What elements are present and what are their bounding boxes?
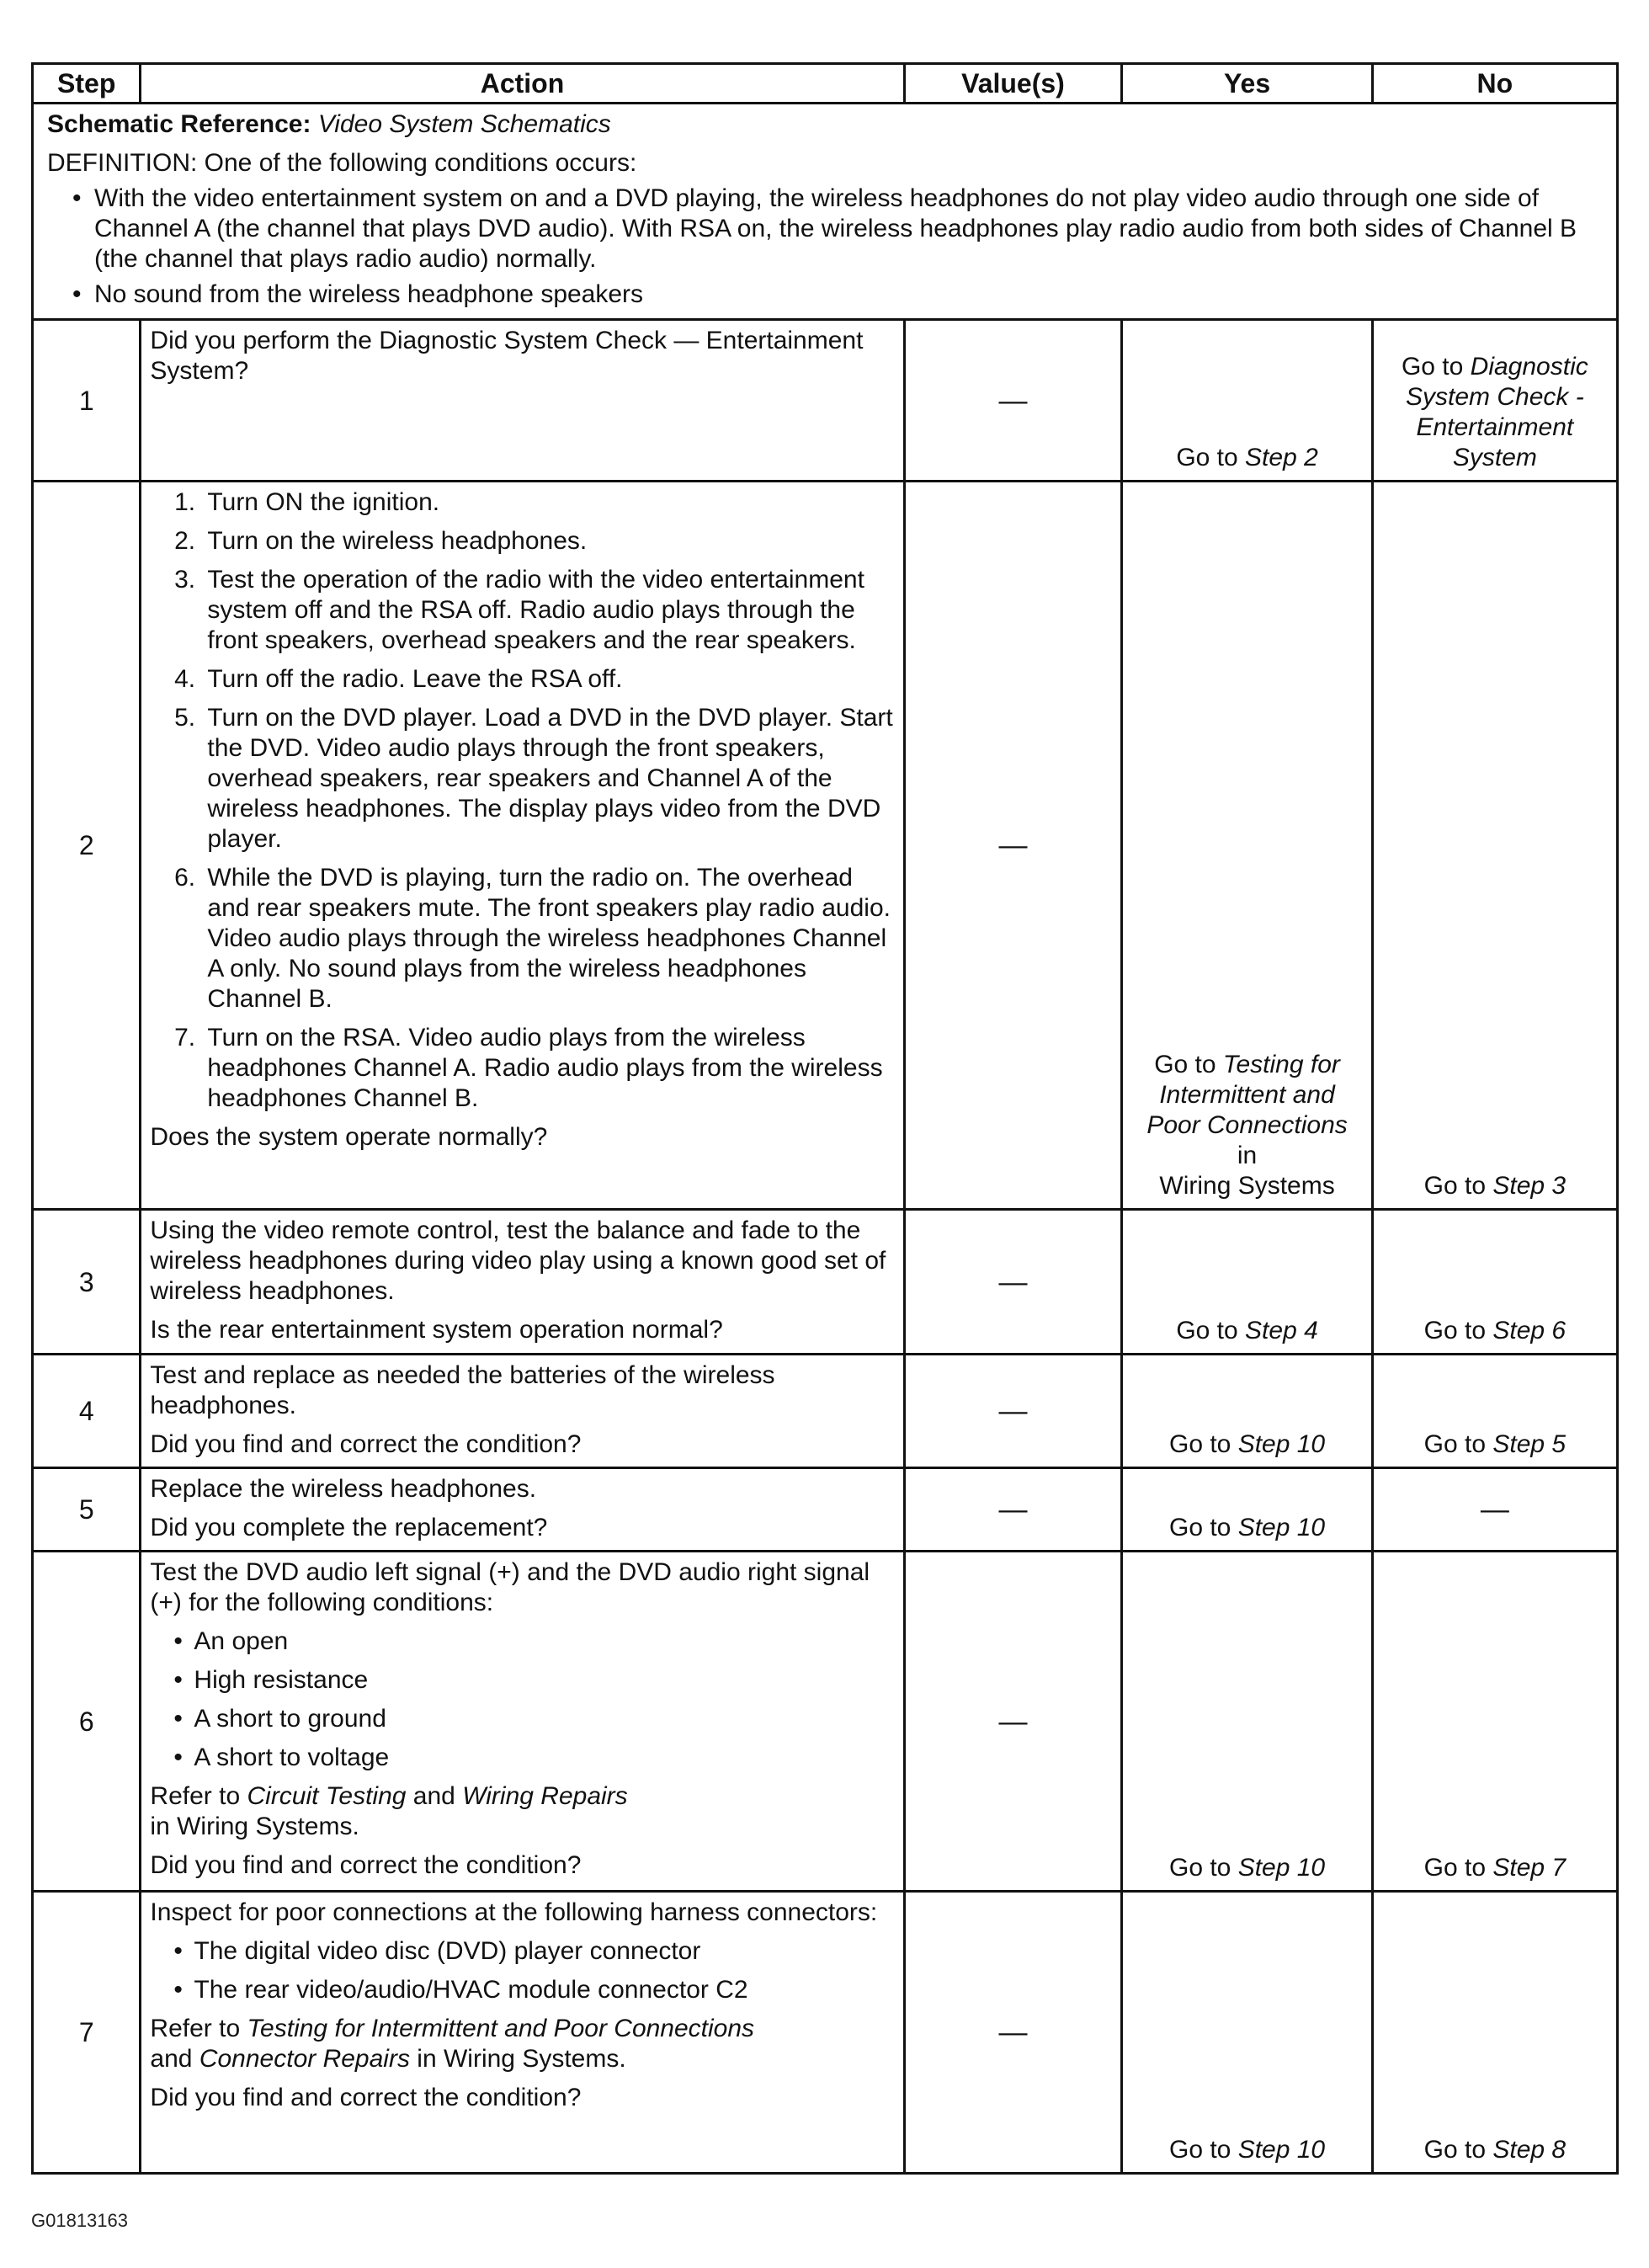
question-text: Does the system operate normally?	[150, 1123, 548, 1151]
refer-suffix: in Wiring Systems.	[417, 2045, 626, 2073]
no-cell	[1372, 482, 1617, 1210]
definition-bullet: • With the video entertainment system on and a DVD playing, the wireless headphones do not play video audio through one side of Channel A (the channel that plays DVD audio). With RSA on, the wireless headphones play radio audio from both sides of Channel B (the channel that plays radio audio) normally.	[94, 184, 1608, 274]
list-item: 1. Turn ON the ignition.	[202, 487, 894, 518]
no-prefix: Go to	[1401, 353, 1464, 381]
definition-text: DEFINITION: One of the following conditions occurs:	[47, 149, 637, 177]
refer-prefix: Refer to	[150, 2015, 241, 2042]
intro-cell	[33, 104, 1618, 320]
step-number: 6	[33, 1552, 141, 1892]
yes-link[interactable]: Testing for Intermittent and Poor Connections	[1146, 1051, 1348, 1139]
no-link[interactable]: Step 7	[1492, 1854, 1567, 1882]
yes-prefix: Go to	[1154, 1051, 1216, 1078]
action-steps-list	[150, 487, 894, 1114]
value-cell: —	[904, 482, 1122, 1210]
refer-link[interactable]: Wiring Repairs	[462, 1782, 628, 1810]
list-item: 6. While the DVD is playing, turn the radio on. The overhead and rear speakers mute. The front speakers play radio audio. Video audio plays through the wireless headphones Channel A only. No sound plays from the wireless headphones Channel B.	[202, 863, 894, 1014]
no-cell	[1372, 1210, 1617, 1355]
step-number: 2	[33, 482, 141, 1210]
value-cell: —	[904, 1355, 1122, 1468]
list-item: • A short to voltage	[194, 1743, 894, 1773]
no-prefix: Go to	[1423, 1854, 1486, 1882]
no-cell: —	[1372, 1468, 1617, 1552]
value-cell: —	[904, 1210, 1122, 1355]
refer-and: and	[412, 1782, 455, 1810]
yes-cell	[1122, 1355, 1372, 1468]
yes-cell	[1122, 320, 1372, 482]
list-item: 7. Turn on the RSA. Video audio plays from the wireless headphones Channel A. Radio audio plays from the wireless headphones Channel B.	[202, 1023, 894, 1114]
step-number: 3	[33, 1210, 141, 1355]
yes-link[interactable]: Step 10	[1237, 1430, 1326, 1458]
list-item: • The rear video/audio/HVAC module connector C2	[194, 1975, 894, 2005]
question-text: Did you find and correct the condition?	[150, 1430, 582, 1458]
question-text: Did you find and correct the condition?	[150, 1851, 582, 1879]
refer-link[interactable]: Connector Repairs	[199, 2045, 410, 2073]
yes-cell	[1122, 1210, 1372, 1355]
action-cell	[141, 1468, 904, 1552]
definition-bullet: • No sound from the wireless headphone speakers	[94, 280, 1608, 310]
list-item: 4. Turn off the radio. Leave the RSA off.	[202, 664, 894, 695]
refer-and: and	[150, 2045, 193, 2073]
conditions-list	[150, 1626, 894, 1773]
action-cell	[141, 320, 904, 482]
definition-list	[47, 184, 1608, 310]
figure-id: G01813163	[31, 2210, 128, 2231]
list-item: 2. Turn on the wireless headphones.	[202, 526, 894, 556]
action-text: Inspect for poor connections at the following harness connectors:	[150, 1898, 878, 1926]
refer-link[interactable]: Testing for Intermittent and Poor Connections	[247, 2015, 755, 2042]
yes-link[interactable]: Step 4	[1245, 1317, 1318, 1344]
table-row	[33, 320, 1618, 482]
no-cell	[1372, 1552, 1617, 1892]
no-link[interactable]: Step 6	[1492, 1317, 1567, 1344]
refer-text	[150, 2014, 894, 2074]
no-cell	[1372, 1355, 1617, 1468]
no-prefix: Go to	[1423, 1172, 1486, 1200]
no-cell	[1372, 320, 1617, 482]
value-cell: —	[904, 1468, 1122, 1552]
schematic-reference	[47, 109, 1608, 140]
diagnostic-table-page	[31, 62, 1619, 2175]
schematic-link[interactable]: Video System Schematics	[317, 110, 611, 138]
yes-prefix: Go to	[1168, 2136, 1231, 2164]
yes-cell	[1122, 1552, 1372, 1892]
action-text: Did you perform the Diagnostic System Check — Entertainment System?	[150, 327, 864, 385]
yes-suffix: Wiring Systems	[1159, 1172, 1335, 1200]
refer-link[interactable]: Circuit Testing	[247, 1782, 407, 1810]
list-item: 5. Turn on the DVD player. Load a DVD in the DVD player. Start the DVD. Video audio plays through the front speakers, overhead speakers, rear speakers and Channel A of the wireless headphones. The display plays video from the DVD player.	[202, 703, 894, 854]
step-number: 1	[33, 320, 141, 482]
diagnostic-table	[31, 62, 1619, 2175]
yes-cell	[1122, 1468, 1372, 1552]
yes-link[interactable]: Step 2	[1245, 444, 1318, 471]
action-text: Using the video remote control, test the balance and fade to the wireless headphones during video play using a known good set of wireless headphones.	[150, 1217, 886, 1305]
step-number: 4	[33, 1355, 141, 1468]
yes-prefix: Go to	[1176, 1317, 1238, 1344]
yes-link[interactable]: Step 10	[1237, 2136, 1326, 2164]
yes-cell	[1122, 1892, 1372, 2174]
value-cell: —	[904, 1892, 1122, 2174]
header-no: No	[1372, 64, 1617, 104]
yes-link[interactable]: Step 10	[1237, 1514, 1326, 1541]
action-cell	[141, 1552, 904, 1892]
list-item: • An open	[194, 1626, 894, 1657]
table-row	[33, 1552, 1618, 1892]
no-link[interactable]: Diagnostic System Check - Entertainment System	[1406, 353, 1588, 471]
header-row	[33, 64, 1618, 104]
header-step: Step	[33, 64, 141, 104]
header-values: Value(s)	[904, 64, 1122, 104]
refer-suffix: in Wiring Systems.	[150, 1813, 359, 1840]
action-cell	[141, 1210, 904, 1355]
question-text: Is the rear entertainment system operation normal?	[150, 1316, 723, 1344]
question-text: Did you complete the replacement?	[150, 1514, 548, 1541]
no-link[interactable]: Step 8	[1492, 2136, 1567, 2164]
action-cell	[141, 1355, 904, 1468]
action-text: Test and replace as needed the batteries of the wireless headphones.	[150, 1361, 775, 1419]
yes-cell	[1122, 482, 1372, 1210]
step-number: 7	[33, 1892, 141, 2174]
table-row	[33, 1210, 1618, 1355]
no-prefix: Go to	[1423, 1317, 1486, 1344]
yes-prefix: Go to	[1168, 1430, 1231, 1458]
header-action: Action	[141, 64, 904, 104]
refer-text	[150, 1781, 894, 1842]
table-row	[33, 1468, 1618, 1552]
yes-prefix: Go to	[1168, 1854, 1231, 1882]
yes-link[interactable]: Step 10	[1237, 1854, 1326, 1882]
table-row	[33, 1355, 1618, 1468]
connectors-list	[150, 1936, 894, 2005]
no-prefix: Go to	[1423, 2136, 1486, 2164]
table-row	[33, 1892, 1618, 2174]
yes-prefix: Go to	[1176, 444, 1238, 471]
yes-prefix: Go to	[1168, 1514, 1231, 1541]
no-cell	[1372, 1892, 1617, 2174]
action-cell	[141, 482, 904, 1210]
action-cell	[141, 1892, 904, 2174]
action-text: Replace the wireless headphones.	[150, 1475, 537, 1503]
no-prefix: Go to	[1423, 1430, 1486, 1458]
list-item: • The digital video disc (DVD) player connector	[194, 1936, 894, 1967]
value-cell: —	[904, 320, 1122, 482]
table-row	[33, 482, 1618, 1210]
list-item: • High resistance	[194, 1665, 894, 1696]
list-item: 3. Test the operation of the radio with the video entertainment system off and the RSA off. Radio audio plays through the front speakers, overhead speakers and the rear speakers.	[202, 565, 894, 656]
step-number: 5	[33, 1468, 141, 1552]
question-text: Did you find and correct the condition?	[150, 2084, 582, 2111]
value-cell: —	[904, 1552, 1122, 1892]
intro-row	[33, 104, 1618, 320]
schematic-label: Schematic Reference:	[47, 110, 311, 138]
no-link[interactable]: Step 5	[1492, 1430, 1567, 1458]
yes-mid: in	[1237, 1142, 1258, 1169]
list-item: • A short to ground	[194, 1704, 894, 1734]
header-yes: Yes	[1122, 64, 1372, 104]
refer-prefix: Refer to	[150, 1782, 241, 1810]
action-text: Test the DVD audio left signal (+) and the DVD audio right signal (+) for the following conditions:	[150, 1558, 870, 1616]
no-link[interactable]: Step 3	[1492, 1172, 1567, 1200]
